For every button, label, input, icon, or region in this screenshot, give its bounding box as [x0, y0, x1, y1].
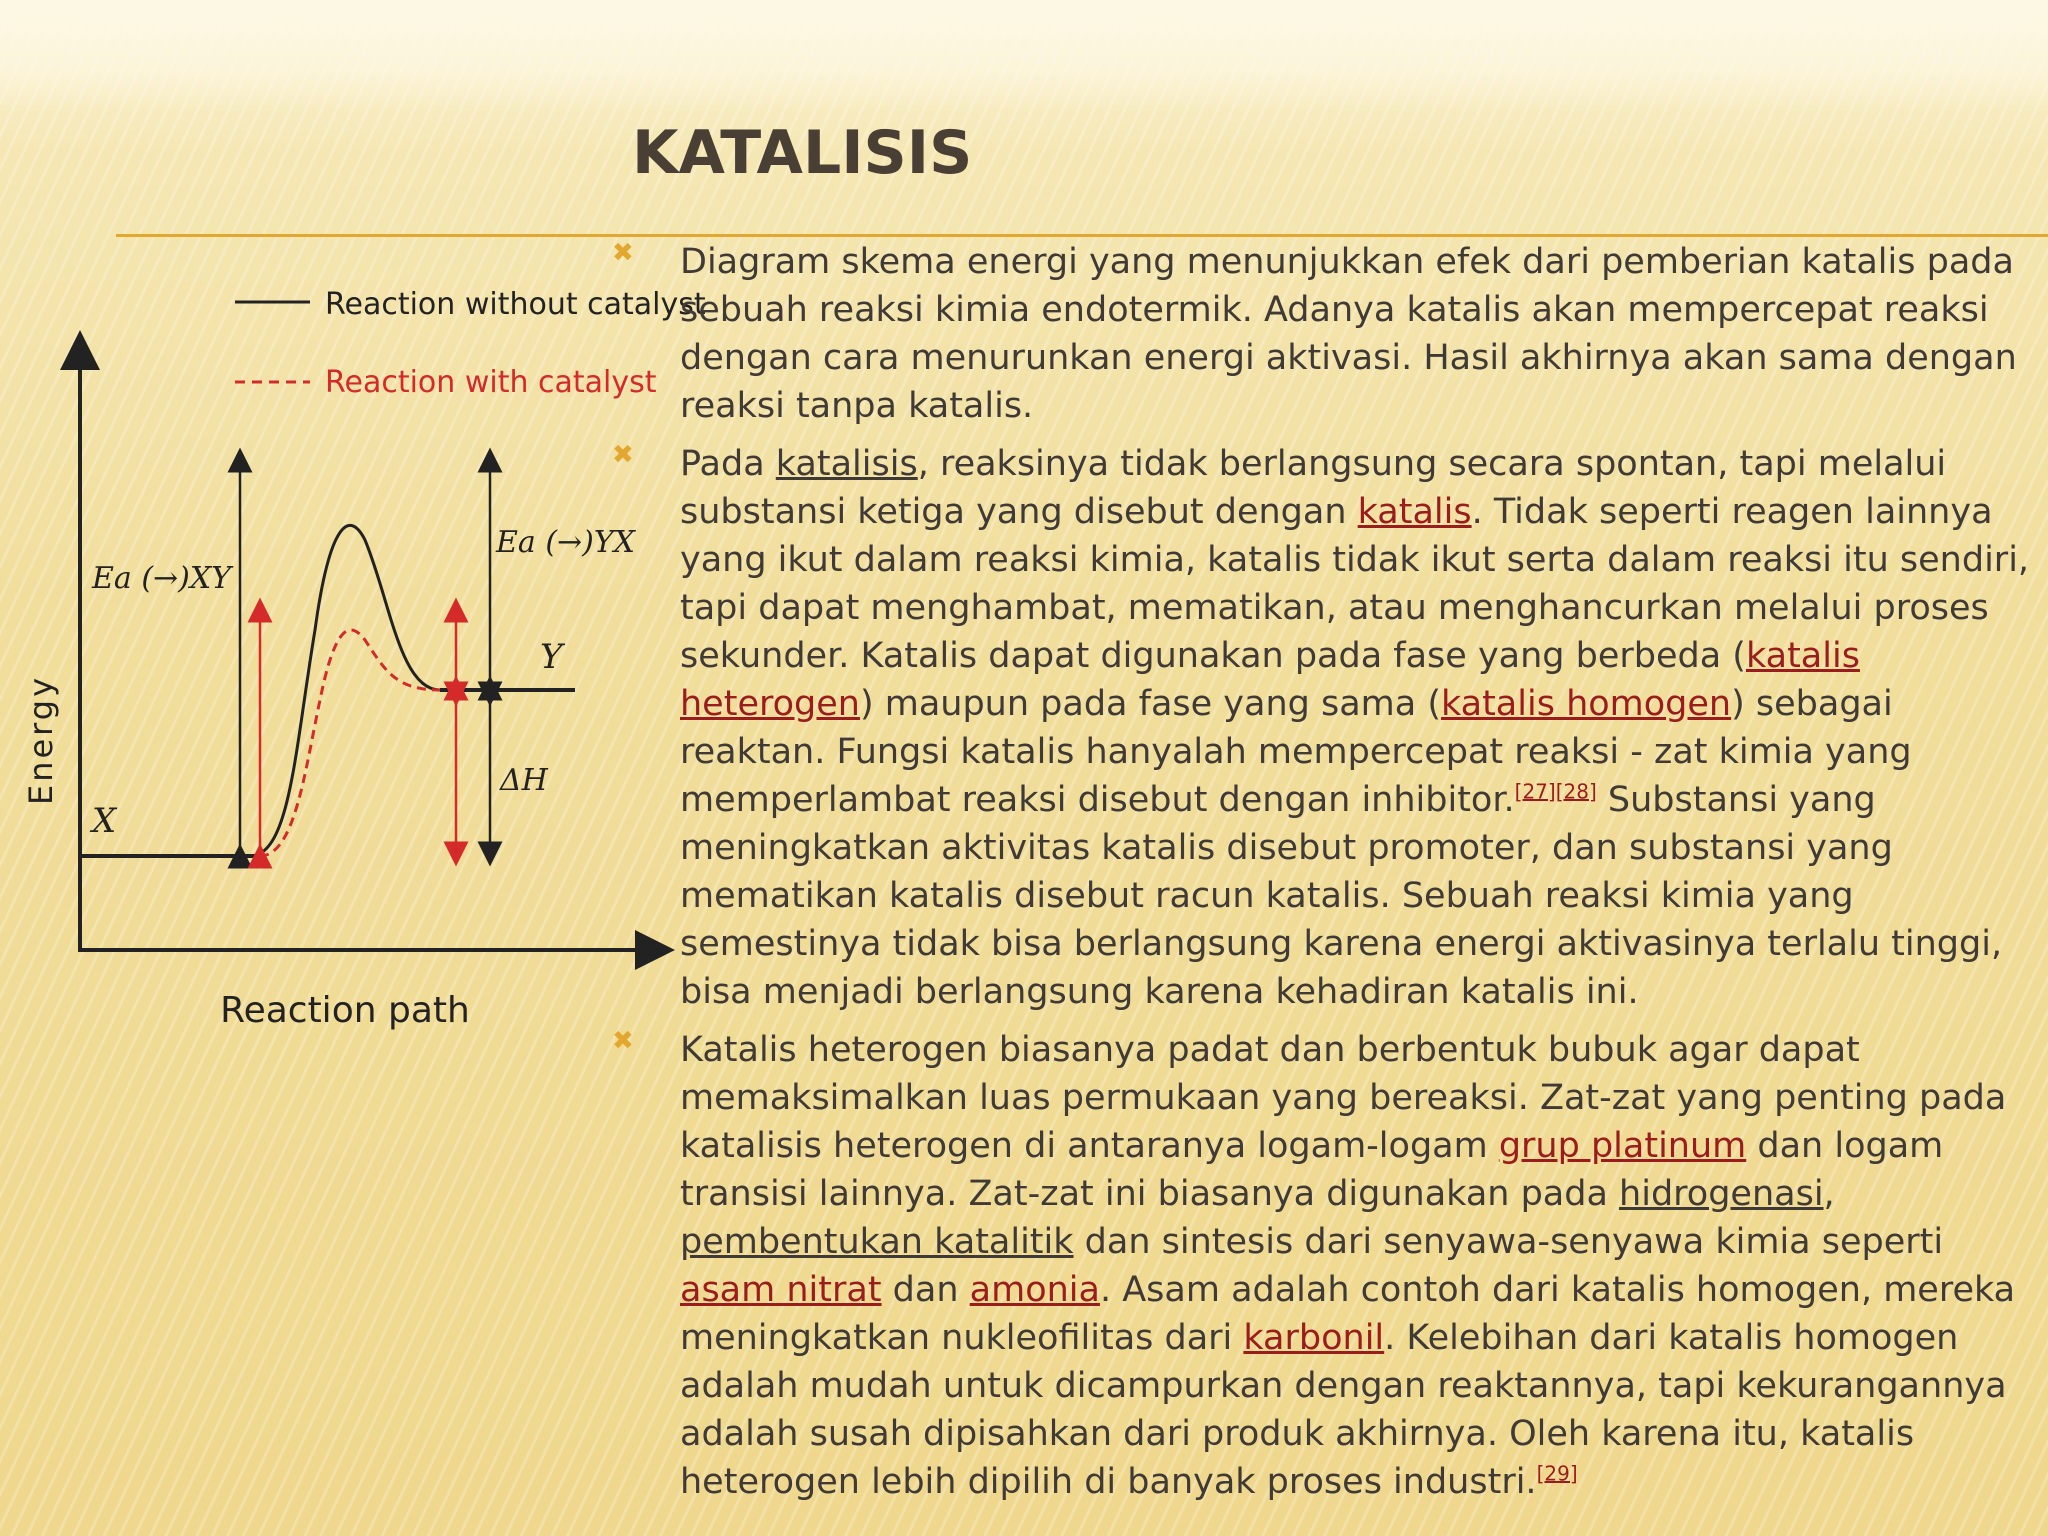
y-axis-label: Energy	[22, 674, 60, 806]
label-ea-yx: Ea (→)YX	[496, 525, 636, 560]
bullet-item-3	[612, 1026, 2042, 1506]
bullet-list	[612, 238, 2042, 1516]
link-katalis[interactable]: katalis	[1357, 492, 1472, 532]
legend-without-label: Reaction without catalyst	[325, 287, 706, 322]
energy-diagram	[20, 270, 706, 1056]
bullet-item-2	[612, 440, 2042, 1016]
label-x: X	[92, 801, 117, 841]
bullet-x-icon: ✖	[612, 440, 634, 470]
link-grup-platinum[interactable]: grup platinum	[1498, 1126, 1747, 1166]
link-karbonil[interactable]: karbonil	[1243, 1318, 1385, 1358]
citation-29[interactable]: [29]	[1536, 1461, 1578, 1486]
bullet-3-text-6: . Asam adalah contoh dari katalis homogen, mereka meningkatkan nukleofilitas dari	[680, 1270, 2016, 1358]
uncatalyzed-curve	[250, 525, 440, 856]
catalyzed-curve	[260, 630, 440, 856]
slide-title: KATALISIS	[632, 118, 973, 188]
bullet-item-1	[612, 238, 2042, 430]
link-pembentukan-katalitik[interactable]: pembentukan katalitik	[680, 1222, 1074, 1262]
label-y: Y	[540, 637, 563, 677]
link-amonia[interactable]: amonia	[969, 1270, 1100, 1310]
link-katalis-homogen[interactable]: katalis homogen	[1440, 684, 1732, 724]
label-ea-xy: Ea (→)XY	[92, 561, 232, 596]
bullet-2-text-5: ) sebagai reaktan. Fungsi katalis hanyalah mempercepat reaksi - zat kimia yang memperlambat reaksi disebut dengan inhibitor.	[680, 684, 1912, 820]
bullet-3-text-4: dan sintesis dari senyawa-senyawa kimia seperti	[1073, 1222, 1944, 1262]
bullet-3-text-5: dan	[881, 1270, 970, 1310]
link-asam-nitrat[interactable]: asam nitrat	[680, 1270, 882, 1310]
x-axis-label: Reaction path	[220, 990, 470, 1031]
bullet-3-text-3: ,	[1823, 1174, 1835, 1214]
label-delta-h: ΔH	[500, 763, 548, 798]
title-divider	[116, 234, 2048, 237]
legend-with-label: Reaction with catalyst	[325, 365, 657, 400]
bullet-2-text-6: Substansi yang meningkatkan aktivitas katalis disebut promoter, dan substansi yang mematikan katalis disebut racun katalis. Sebuah reaksi kimia yang semestinya tidak bisa berlangsung karena energi aktivasinya terlalu tinggi, bisa menjadi berlangsung karena kehadiran katalis ini.	[680, 780, 2003, 1012]
bullet-2-text-3: . Tidak seperti reagen lainnya yang ikut dalam reaksi kimia, katalis tidak ikut serta dalam reaksi itu sendiri, tapi dapat menghambat, mematikan, atau menghancurkan melalui proses sekunder. Katalis dapat digunakan pada fase yang berbeda (	[680, 492, 2030, 676]
bullet-2-text-2: , reaksinya tidak berlangsung secara spontan, tapi melalui substansi ketiga yang disebut dengan	[680, 444, 1947, 532]
link-hidrogenasi[interactable]: hidrogenasi	[1619, 1174, 1824, 1214]
bullet-1-text: Diagram skema energi yang menunjukkan efek dari pemberian katalis pada sebuah reaksi kimia endotermik. Adanya katalis akan mempercepat reaksi dengan cara menurunkan energi aktivasi. Hasil akhirnya akan sama dengan reaksi tanpa katalis.	[680, 242, 2017, 426]
bullet-3-text-1: Katalis heterogen biasanya padat dan berbentuk bubuk agar dapat memaksimalkan luas permukaan yang bereaksi. Zat-zat yang penting pada katalisis heterogen di antaranya logam-logam	[680, 1030, 2007, 1166]
bullet-3-text-2: dan logam transisi lainnya. Zat-zat ini biasanya digunakan pada	[680, 1126, 1944, 1214]
link-katalis-heterogen[interactable]: katalis heterogen	[680, 636, 1860, 724]
bullet-x-icon: ✖	[612, 1026, 634, 1056]
bullet-3-text-7: . Kelebihan dari katalis homogen adalah mudah untuk dicampurkan dengan reaktannya, tapi kekurangannya adalah susah dipisahkan dari produk akhirnya. Oleh karena itu, katalis heterogen lebih dipilih di banyak proses industri.	[680, 1318, 2007, 1502]
link-katalisis[interactable]: katalisis	[775, 444, 918, 484]
bullet-2-text-4: ) maupun pada fase yang sama (	[859, 684, 1441, 724]
bullet-2-text-1: Pada	[680, 444, 776, 484]
citation-27-28[interactable]: [27][28]	[1514, 779, 1597, 804]
bullet-x-icon: ✖	[612, 238, 634, 268]
header-fade	[0, 0, 2048, 110]
